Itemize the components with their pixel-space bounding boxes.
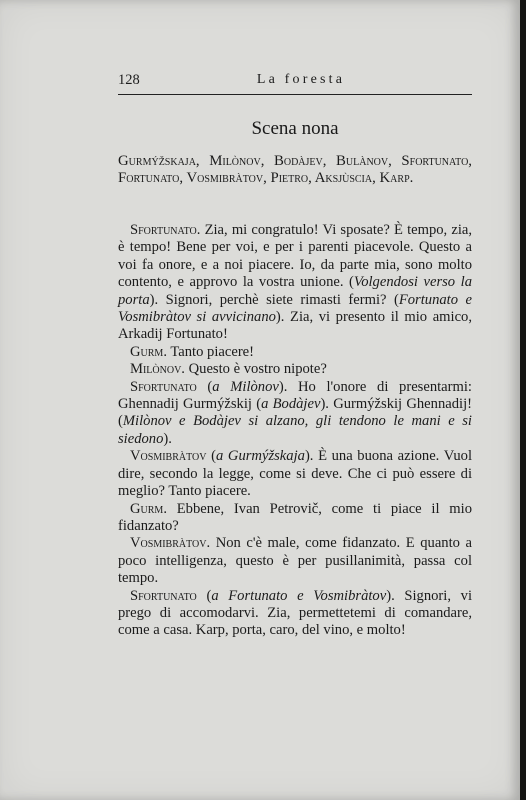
stage-direction: a Gurmýžskaja (215, 448, 305, 465)
dialogue-paragraph (118, 535, 472, 587)
spoken-text: ). Gurmýžskij Ghennadij! ( (118, 396, 473, 430)
spoken-text: Non c'è male, come fidanzato. E quanto a poco intelligenza, questo è per pusillanimità, passa col tempo. (118, 535, 472, 587)
page-number: 128 (118, 72, 140, 88)
stage-direction: Fortunato e Vosmibràtov si avvicinano (118, 291, 472, 326)
dialogue-paragraph (118, 344, 472, 361)
spoken-text: ). (163, 430, 172, 447)
speaker-name: Sfortunato (130, 587, 197, 604)
scene-title: Scena nona (251, 118, 339, 139)
dialogue-paragraph (118, 588, 472, 640)
dialogue-paragraph (118, 379, 472, 449)
spoken-text: ). Signori, perchè siete rimasti fermi? ( (149, 291, 399, 308)
spoken-text: Ebbene, Ivan Petrovič, come ti piace il mio fidanzato? (118, 500, 472, 534)
speaker-name: Sfortunato (130, 378, 197, 395)
speaker-name: Milònov. (130, 361, 185, 378)
spoken-text: ( (196, 587, 212, 604)
spoken-text: Zia, mi congratulo! Vi sposate? È tempo, zia, è tempo! Bene per voi, e per i parenti piacevole. Questo a voi fa onore, e a noi piacere. Io, da parte mia, sono molto contento, e approvo la vostra unione. ( (118, 222, 472, 291)
stage-direction: Milònov e Bodàjev si alzano, gli tendono le mani e si siedono (118, 413, 472, 447)
stage-direction: Volgendosi verso la porta (118, 274, 473, 308)
spoken-text: ). Ho l'onore di presentarmi: Ghennadij Gurmýžskij ( (118, 378, 472, 413)
spoken-text: ). È una buona azione. Vuol dire, secondo la legge, come si deve. Che ci può essere di meglio? Tanto piacere. (118, 448, 473, 500)
dialogue-paragraph (118, 222, 472, 344)
speaker-name: Gurm. (130, 500, 167, 517)
speaker-name: Vosmibràtov. (130, 535, 211, 552)
stage-direction: a Milònov (212, 378, 279, 395)
stage-direction: a Bodàjev (261, 396, 321, 413)
dialogue (118, 222, 472, 640)
dialogue-paragraph (118, 361, 472, 378)
page-header (118, 70, 472, 95)
spoken-text: ). Zia, vi presento il mio amico, Arkadij Fortunato! (118, 309, 472, 343)
dialogue-paragraph (118, 501, 472, 536)
running-title: La foresta (256, 72, 346, 87)
speaker-name: Gurm. (130, 343, 167, 360)
speaker-name: Sfortunato. (130, 222, 201, 238)
dialogue-paragraph (118, 448, 472, 500)
spoken-text: Tanto piacere! (166, 343, 255, 360)
cast-list: Gurmýžskaja, Milònov, Bodàjev, Bulànov, Sfortunato, Fortunato, Vosmibràtov, Pietro, Aksjùscia, Karp. (118, 153, 472, 187)
spoken-text: ( (196, 378, 213, 395)
spoken-text: ). Signori, vi prego di accomodarvi. Zia, permettetemi di comandare, come a casa. Karp, porta, caro, del vino, e molto! (118, 587, 472, 639)
spoken-text: Questo è vostro nipote? (184, 361, 327, 378)
stage-direction: a Fortunato e Vosmibràtov (211, 587, 387, 604)
speaker-name: Vosmibràtov (130, 448, 207, 465)
page-edge-shadow (520, 0, 526, 800)
spoken-text: ( (206, 448, 216, 465)
